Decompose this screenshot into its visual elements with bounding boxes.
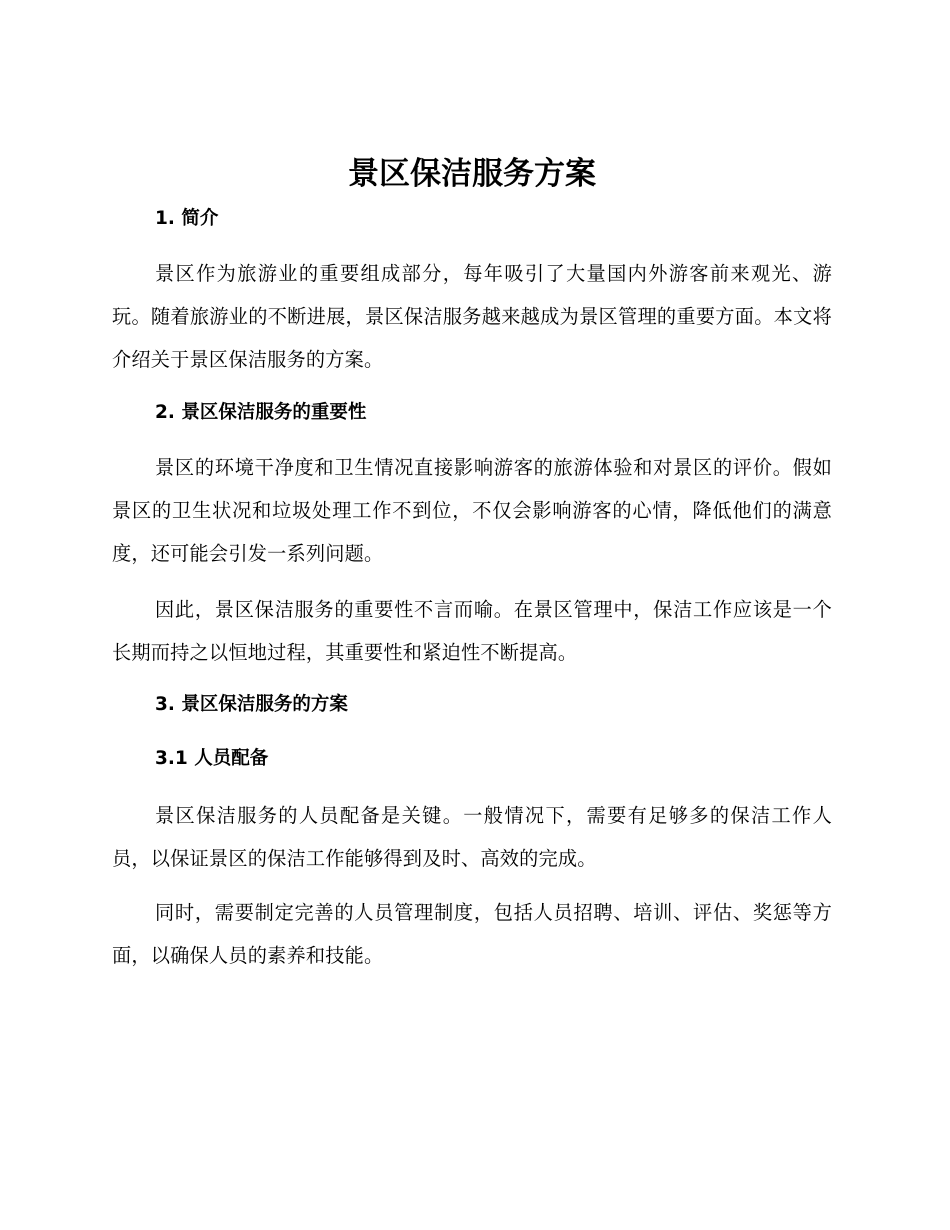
section-heading-importance: 2. 景区保洁服务的重要性 [155,402,367,423]
subsection-heading-staffing: 3.1 人员配备 [155,748,269,769]
section-heading-intro: 1. 简介 [155,208,219,229]
document-title: 景区保洁服务方案 [348,156,596,192]
paragraph-importance-1: 景区的环境干净度和卫生情况直接影响游客的旅游体验和对景区的评价。假如景区的卫生状况和垃圾处理工作不到位，不仅会影响游客的心情，降低他们的满意度，还可能会引发一系列问题。 [112,456,832,566]
paragraph-importance-2: 因此，景区保洁服务的重要性不言而喻。在景区管理中，保洁工作应该是一个长期而持之以恒地过程，其重要性和紧迫性不断提高。 [112,598,832,665]
paragraph-intro: 景区作为旅游业的重要组成部分，每年吸引了大量国内外游客前来观光、游玩。随着旅游业的不断进展，景区保洁服务越来越成为景区管理的重要方面。本文将介绍关于景区保洁服务的方案。 [112,262,832,372]
section-heading-plan: 3. 景区保洁服务的方案 [155,694,348,715]
paragraph-staffing-2: 同时，需要制定完善的人员管理制度，包括人员招聘、培训、评估、奖惩等方面，以确保人员的素养和技能。 [112,901,832,968]
paragraph-staffing-1: 景区保洁服务的人员配备是关键。一般情况下，需要有足够多的保洁工作人员，以保证景区的保洁工作能够得到及时、高效的完成。 [112,804,832,871]
